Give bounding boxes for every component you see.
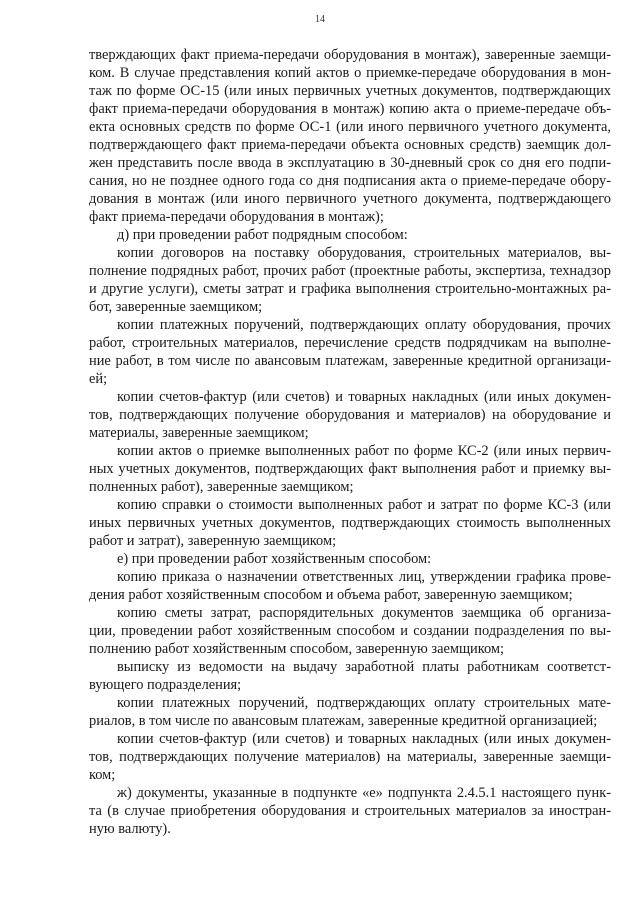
text-line: копию сметы затрат, распорядительных документов заемщика об организа- <box>117 605 611 621</box>
text-line: дования в монтаж (или иного первичного учетного документа, подтверждающего <box>89 191 611 207</box>
text-line: копии счетов-фактур (или счетов) и товарных накладных (или иных докумен- <box>117 389 611 405</box>
text-line: копии договоров на поставку оборудования, строительных материалов, вы- <box>117 245 611 261</box>
text-line: иных первичных учетных документов, подтверждающих стоимость выполненных <box>89 515 611 531</box>
page-number: 14 <box>315 14 325 25</box>
text-line: екта основных средств по форме ОС-1 (или иного первичного учетного документа, <box>89 119 611 135</box>
text-line: тов, подтверждающих получение оборудования и материалов) на оборудование и <box>89 407 611 423</box>
text-line: факт приема-передачи оборудования в монтаж); <box>89 209 384 225</box>
text-line: тов, подтверждающих получение материалов) на материалы, заверенные заемщи- <box>89 749 611 765</box>
text-line: бот, заверенные заемщиком; <box>89 299 263 315</box>
text-line: копии платежных поручений, подтверждающих оплату оборудования, прочих <box>117 317 611 333</box>
text-line: материалы, заверенные заемщиком; <box>89 425 309 441</box>
text-line: выписку из ведомости на выдачу заработной платы работникам соответст- <box>117 659 611 675</box>
text-line: жен представить после ввода в эксплуатацию в 30-дневный срок со дня его подпи- <box>89 155 611 171</box>
text-line: факт приема-передачи оборудования в монтаж) копию акта о приеме-передаче объ- <box>89 101 611 117</box>
text-line: риалов, в том числе по авансовым платежам, заверенные кредитной организацией; <box>89 713 598 729</box>
text-line: и другие услуги), сметы затрат и графика выполнения строительно-монтажных ра- <box>89 281 611 297</box>
text-line: полненных работ), заверенные заемщиком; <box>89 479 354 495</box>
text-line: вующего подразделения; <box>89 677 242 693</box>
text-line: ж) документы, указанные в подпункте «е» подпункта 2.4.5.1 настоящего пунк- <box>117 785 611 801</box>
text-line: работ, строительных материалов, перечисление средств подрядчикам на выполне- <box>89 335 611 351</box>
text-line: сания, но не позднее одного года со дня подписания акта о приеме-передаче обору- <box>89 173 611 189</box>
document-body <box>89 46 611 838</box>
text-line: та (в случае приобретения оборудования и строительных материалов за иностран- <box>89 803 611 819</box>
text-line: копии счетов-фактур (или счетов) и товарных накладных (или иных докумен- <box>117 731 611 747</box>
text-line: ком. В случае представления копий актов о приемке-передаче оборудования в мон- <box>89 65 611 81</box>
text-line: полнению работ хозяйственным способом, заверенную заемщиком; <box>89 641 505 657</box>
text-line: ции, проведении работ хозяйственным способом и создании подразделения по вы- <box>89 623 611 639</box>
text-line: копию справки о стоимости выполненных работ и затрат по форме КС-3 (или <box>117 497 611 513</box>
text-line: копию приказа о назначении ответственных лиц, утверждении графика прове- <box>117 569 611 585</box>
text-line: работ и затрат), заверенную заемщиком; <box>89 533 337 549</box>
text-line: копии платежных поручений, подтверждающих оплату строительных мате- <box>117 695 611 711</box>
text-line: ных учетных документов, подтверждающих факт выполнения работ и приемку вы- <box>89 461 611 477</box>
text-line: дения работ хозяйственным способом и объема работ, заверенную заемщиком; <box>89 587 573 603</box>
text-line: е) при проведении работ хозяйственным способом: <box>117 551 432 567</box>
text-line: полнение подрядных работ, прочих работ (проектные работы, экспертиза, технадзор <box>89 263 611 279</box>
text-line: таж по форме ОС-15 (или иных первичных учетных документов, подтверждающих <box>89 83 611 99</box>
text-line: копии актов о приемке выполненных работ по форме КС-2 (или иных первич- <box>117 443 611 459</box>
text-line: ную валюту). <box>89 821 171 837</box>
text-line: ние работ, в том числе по авансовым платежам, заверенные кредитной организаци- <box>89 353 611 369</box>
text-line: д) при проведении работ подрядным способом: <box>117 227 408 243</box>
text-line: тверждающих факт приема-передачи оборудования в монтаж), заверенные заемщи- <box>89 47 611 63</box>
text-line: ей; <box>89 371 108 387</box>
text-line: подтверждающего факт приема-передачи объекта основных средств) заемщик дол- <box>89 137 611 153</box>
text-line: ком; <box>89 767 116 783</box>
